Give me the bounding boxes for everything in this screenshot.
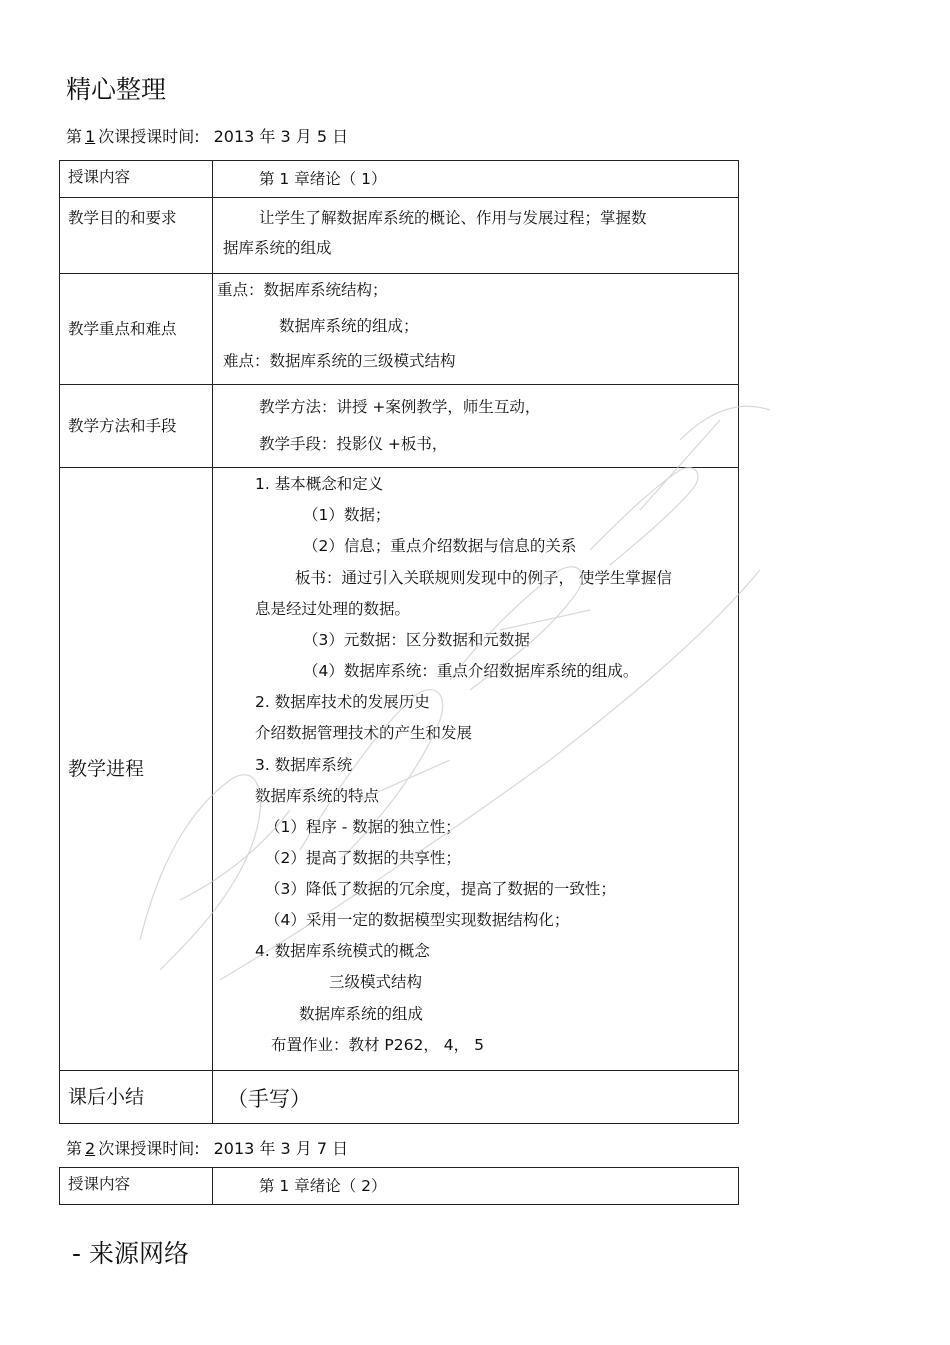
table-row	[60, 1168, 739, 1205]
content-label: 授课内容	[60, 1168, 213, 1205]
process-line: 4. 数据库系统模式的概念	[255, 942, 430, 960]
keypoints-label: 教学重点和难点	[60, 274, 213, 385]
keypoints-line-2: 数据库系统的组成；	[279, 317, 419, 335]
keypoints-line-3: 难点：数据库系统的三级模式结构	[223, 352, 456, 370]
process-line: 数据库系统的组成	[299, 1005, 424, 1023]
summary-value: （手写）	[227, 1087, 311, 1111]
keypoints-line-1: 重点：数据库系统结构；	[217, 281, 388, 299]
keypoints-cell	[213, 274, 739, 385]
methods-line-2: 教学手段：投影仪 +板书，	[259, 435, 448, 453]
lesson-1-time	[66, 124, 348, 147]
table-row	[60, 385, 739, 468]
lesson-2-number: 2	[85, 1139, 96, 1158]
content-label: 授课内容	[60, 161, 213, 198]
process-line: 息是经过处理的数据。	[255, 600, 411, 618]
lesson-2-suffix: 次课授课时间:	[98, 1139, 200, 1158]
methods-line-1: 教学方法：讲授 +案例教学，师生互动，	[259, 398, 541, 416]
goals-line-1: 让学生了解数据库系统的概论、作用与发展过程；掌握数	[259, 209, 647, 227]
lesson-1-suffix: 次课授课时间:	[98, 127, 200, 146]
page-title: 精心整理	[66, 75, 167, 104]
content-cell	[213, 1168, 739, 1205]
content-value: 第 1 章绪论（ 1）	[259, 170, 387, 188]
process-line: 介绍数据管理技术的产生和发展	[255, 724, 473, 742]
process-line: 3. 数据库系统	[255, 756, 353, 774]
process-line: （3）降低了数据的冗余度，提高了数据的一致性；	[265, 880, 616, 898]
table-row	[60, 161, 739, 198]
table-row	[60, 198, 739, 274]
table-row	[60, 468, 739, 1071]
summary-label: 课后小结	[60, 1071, 213, 1124]
process-line: （2）提高了数据的共享性；	[265, 849, 461, 867]
process-line: 布置作业：教材 P262， 4， 5	[271, 1036, 484, 1054]
process-line: 板书：通过引入关联规则发现中的例子， 使学生掌握信	[295, 569, 672, 587]
table-row	[60, 1071, 739, 1124]
lesson-1-prefix: 第	[66, 127, 83, 146]
process-line: （3）元数据：区分数据和元数据	[303, 631, 530, 649]
lesson-1-table	[59, 160, 739, 1124]
footer-source: - 来源网络	[72, 1239, 189, 1268]
table-row	[60, 274, 739, 385]
content-cell	[213, 161, 739, 198]
goals-line-2: 据库系统的组成	[223, 239, 332, 257]
lesson-1-number: 1	[85, 127, 96, 146]
lesson-2-table	[59, 1167, 739, 1205]
goals-cell	[213, 198, 739, 274]
process-line: （4）采用一定的数据模型实现数据结构化；	[265, 911, 570, 929]
summary-cell	[213, 1071, 739, 1124]
process-label: 教学进程	[60, 468, 213, 1071]
methods-label: 教学方法和手段	[60, 385, 213, 468]
methods-cell	[213, 385, 739, 468]
process-line: （1）程序 - 数据的独立性；	[265, 818, 461, 836]
process-line: 1. 基本概念和定义	[255, 475, 384, 493]
lesson-1-date: 2013 年 3 月 5 日	[213, 127, 349, 146]
goals-label: 教学目的和要求	[60, 198, 213, 274]
process-line: （2）信息；重点介绍数据与信息的关系	[303, 537, 577, 555]
process-line: 数据库系统的特点	[255, 787, 380, 805]
process-line: （4）数据库系统：重点介绍数据库系统的组成。	[303, 662, 639, 680]
process-line: （1）数据；	[303, 506, 391, 524]
process-line: 三级模式结构	[329, 973, 423, 991]
process-line: 2. 数据库技术的发展历史	[255, 693, 430, 711]
lesson-2-date: 2013 年 3 月 7 日	[213, 1139, 349, 1158]
lesson-2-time	[66, 1136, 348, 1159]
process-cell	[213, 468, 739, 1071]
lesson-2-prefix: 第	[66, 1139, 83, 1158]
content-value: 第 1 章绪论（ 2）	[259, 1177, 387, 1195]
